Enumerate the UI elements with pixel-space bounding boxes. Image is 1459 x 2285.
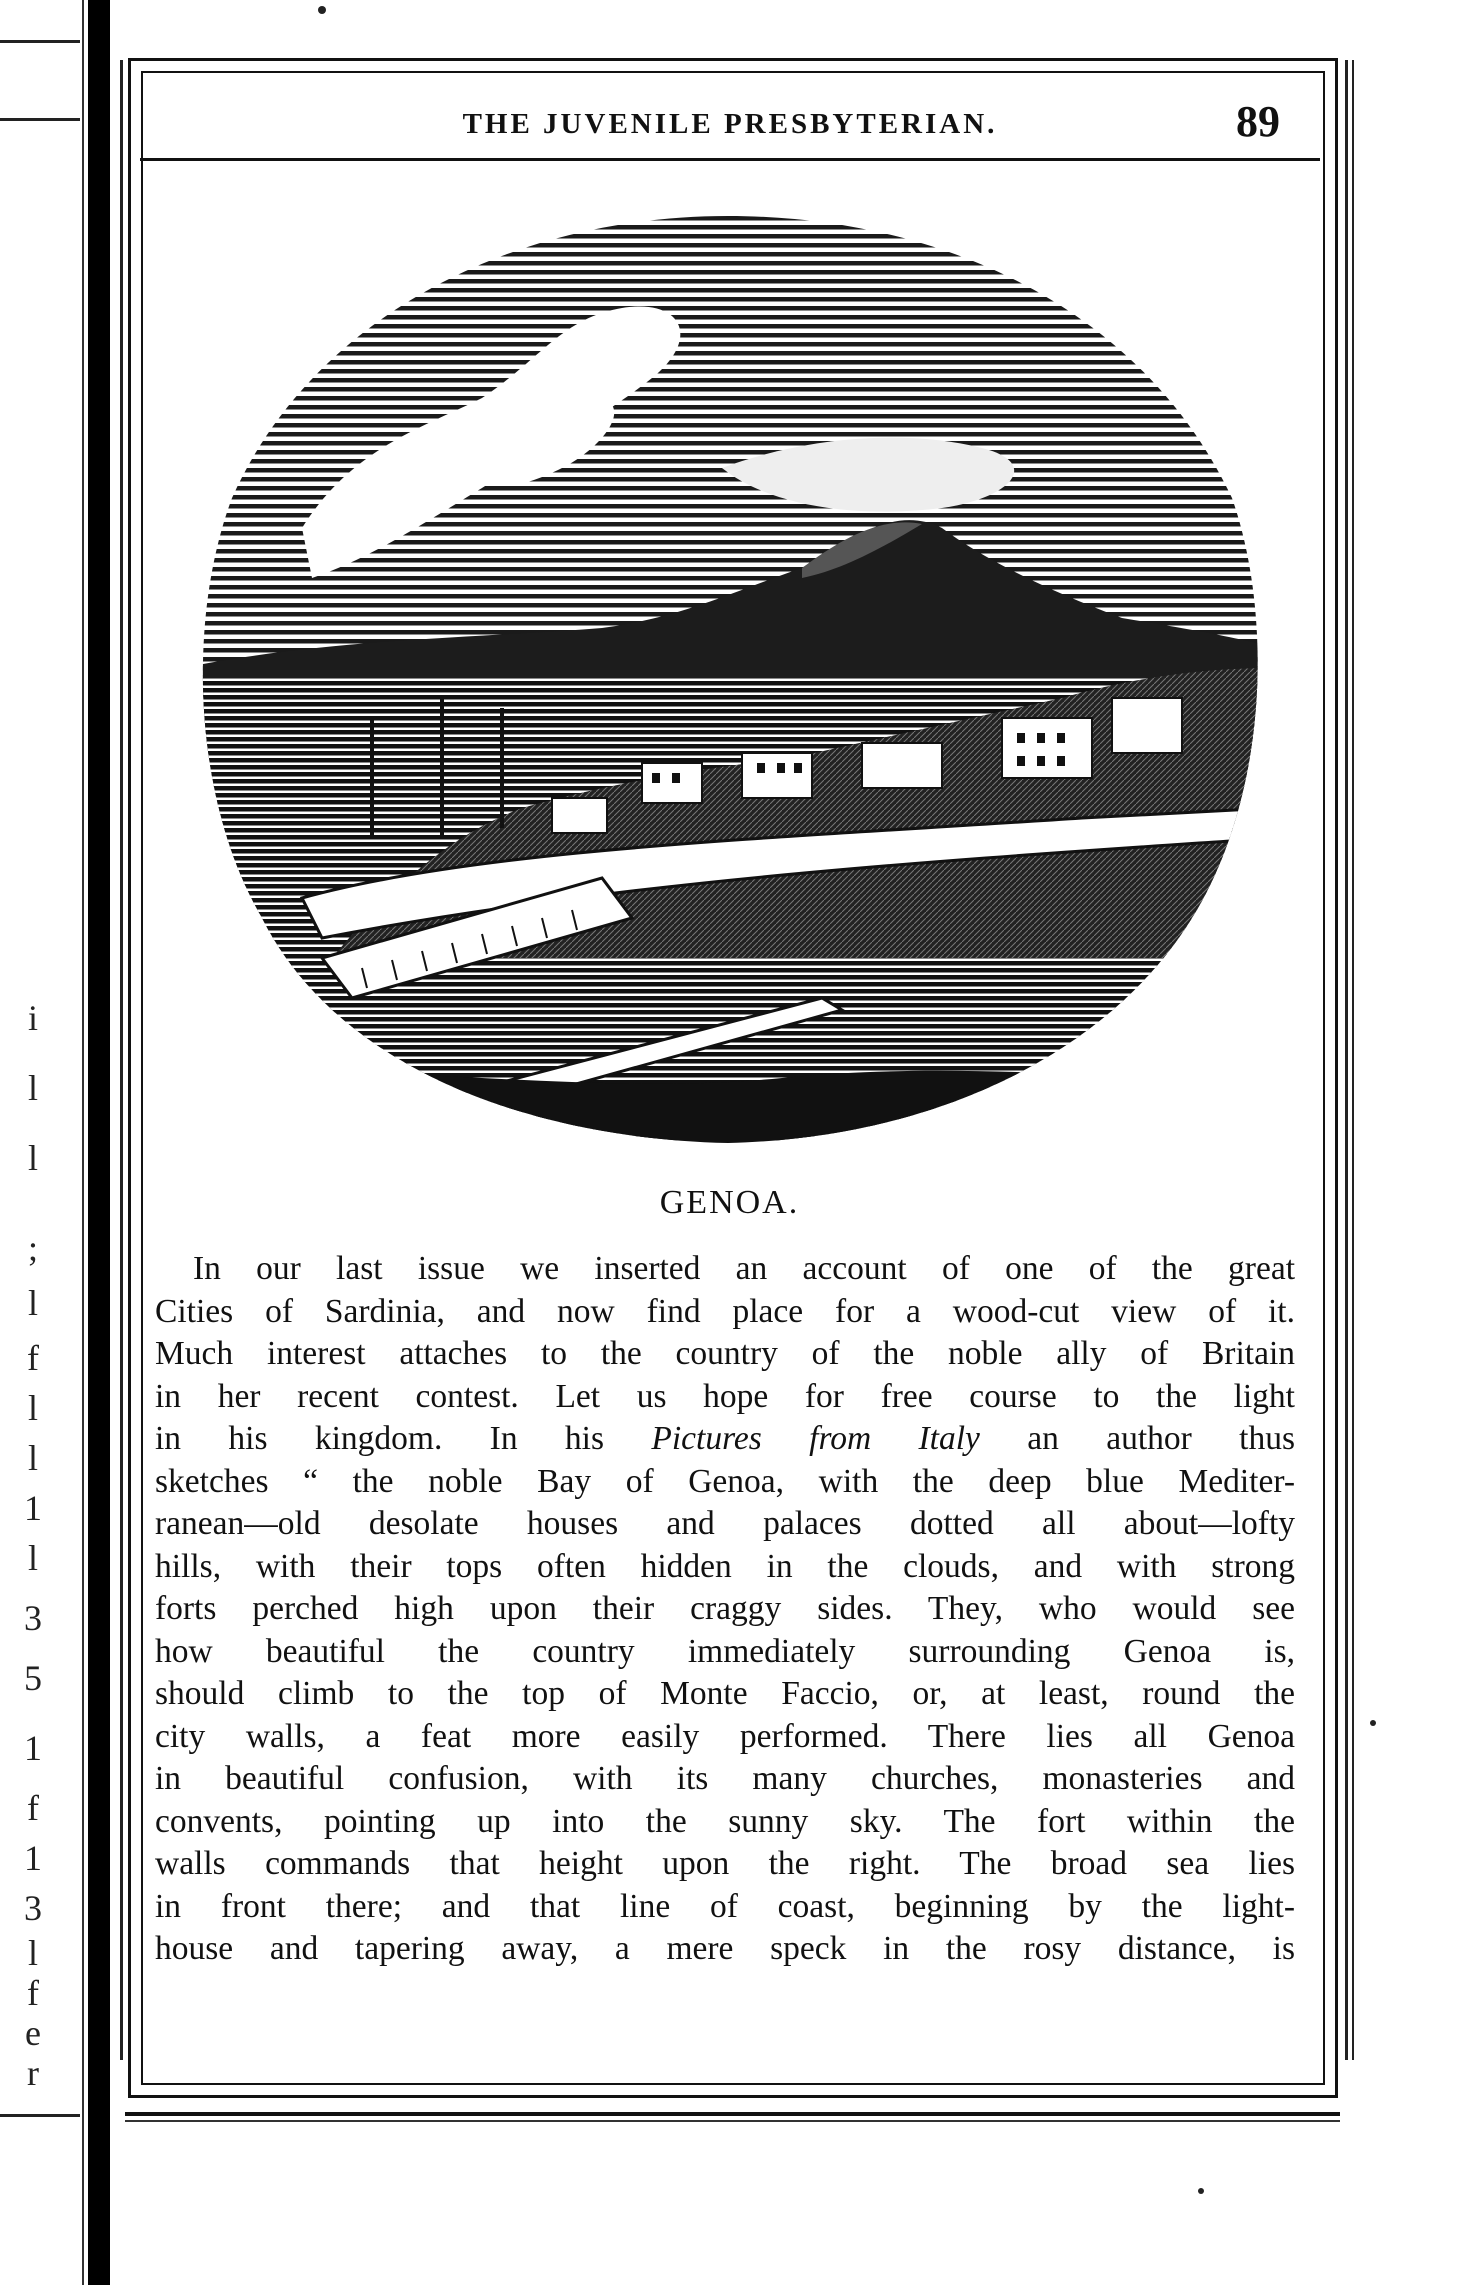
margin-fragment: l — [27, 1388, 38, 1428]
left-border-rule — [120, 60, 123, 2060]
text-fragment: in his kingdom. In his — [155, 1420, 605, 1457]
margin-fragment: f — [27, 1788, 39, 1828]
text-line: In our last issue we inserted an account of one of the great — [193, 1250, 1295, 1287]
right-border-rule — [1345, 60, 1348, 2060]
right-border-rule-thin — [1352, 60, 1354, 2060]
ink-speck — [318, 6, 326, 14]
text-line: hills, with their tops often hidden in the clouds, and with strong — [155, 1547, 1295, 1585]
text-fragment: an author thus — [1027, 1420, 1296, 1457]
text-line: sketches “ the noble Bay of Genoa, with the deep blue Mediter- — [155, 1462, 1295, 1500]
text-line-with-title — [155, 1418, 1295, 1461]
margin-fragment: l — [27, 1068, 38, 1108]
bottom-rule — [125, 2112, 1340, 2116]
bottom-rule-thin — [125, 2120, 1340, 2122]
margin-fragment: ; — [27, 1228, 38, 1268]
margin-fragment: l — [27, 1138, 38, 1178]
text-line: forts perched high upon their craggy sides. They, who would see — [155, 1590, 1295, 1627]
ink-speck — [1370, 1720, 1376, 1726]
text-line: house and tapering away, a mere speck in the rosy distance, is — [155, 1930, 1295, 1967]
margin-fragment: r — [27, 2053, 39, 2093]
margin-fragment: i — [27, 998, 38, 1038]
margin-fragment: 3 — [24, 1598, 42, 1638]
ink-speck — [1198, 2188, 1204, 2194]
engraving-scene — [182, 198, 1274, 1156]
book-title: Pictures from Italy — [651, 1420, 980, 1457]
margin-fragment: 1 — [24, 1728, 42, 1768]
article-body — [155, 1248, 1295, 1971]
article-caption: GENOA. — [659, 1184, 800, 1221]
text-line: how beautiful the country immediately surrounding Genoa is, — [155, 1632, 1295, 1670]
margin-fragment: f — [27, 1338, 39, 1378]
margin-fragment: 1 — [24, 1488, 42, 1528]
binding-line — [82, 0, 84, 2285]
margin-fragment: 5 — [24, 1658, 42, 1698]
margin-fragment: l — [27, 1438, 38, 1478]
text-line: Cities of Sardinia, and now find place for a wood-cut view of it. — [155, 1292, 1295, 1330]
margin-rule — [0, 118, 80, 121]
binding-gutter — [88, 0, 110, 2285]
margin-fragment: l — [27, 1933, 38, 1973]
running-head: THE JUVENILE PRESBYTERIAN. — [462, 108, 998, 140]
margin-fragment: 1 — [24, 1838, 42, 1878]
margin-fragment: l — [27, 1538, 38, 1578]
text-line: in beautiful confusion, with its many churches, monasteries and — [155, 1760, 1295, 1797]
text-line: should climb to the top of Monte Faccio, or, at least, round the — [155, 1675, 1295, 1712]
adjacent-page-margin — [0, 40, 70, 2240]
margin-rule — [0, 40, 80, 43]
margin-fragment: f — [27, 1973, 39, 2013]
text-line: in her recent contest. Let us hope for free course to the light — [155, 1377, 1295, 1415]
running-header — [140, 78, 1320, 161]
text-line: convents, pointing up into the sunny sky. The fort within the — [155, 1802, 1295, 1840]
text-line: in front there; and that line of coast, beginning by the light- — [155, 1887, 1295, 1925]
margin-fragment: e — [25, 2013, 41, 2053]
text-line: city walls, a feat more easily performed. There lies all Genoa — [155, 1717, 1295, 1755]
margin-fragment: l — [27, 1283, 38, 1323]
engraving-genoa — [182, 198, 1274, 1156]
text-line: Much interest attaches to the country of the noble ally of Britain — [155, 1335, 1295, 1372]
page-number: 89 — [1236, 97, 1280, 146]
text-line: walls commands that height upon the right. The broad sea lies — [155, 1845, 1295, 1882]
text-line: ranean—old desolate houses and palaces dotted all about—lofty — [155, 1505, 1295, 1542]
margin-rule — [0, 2114, 80, 2117]
margin-fragment: 3 — [24, 1888, 42, 1928]
